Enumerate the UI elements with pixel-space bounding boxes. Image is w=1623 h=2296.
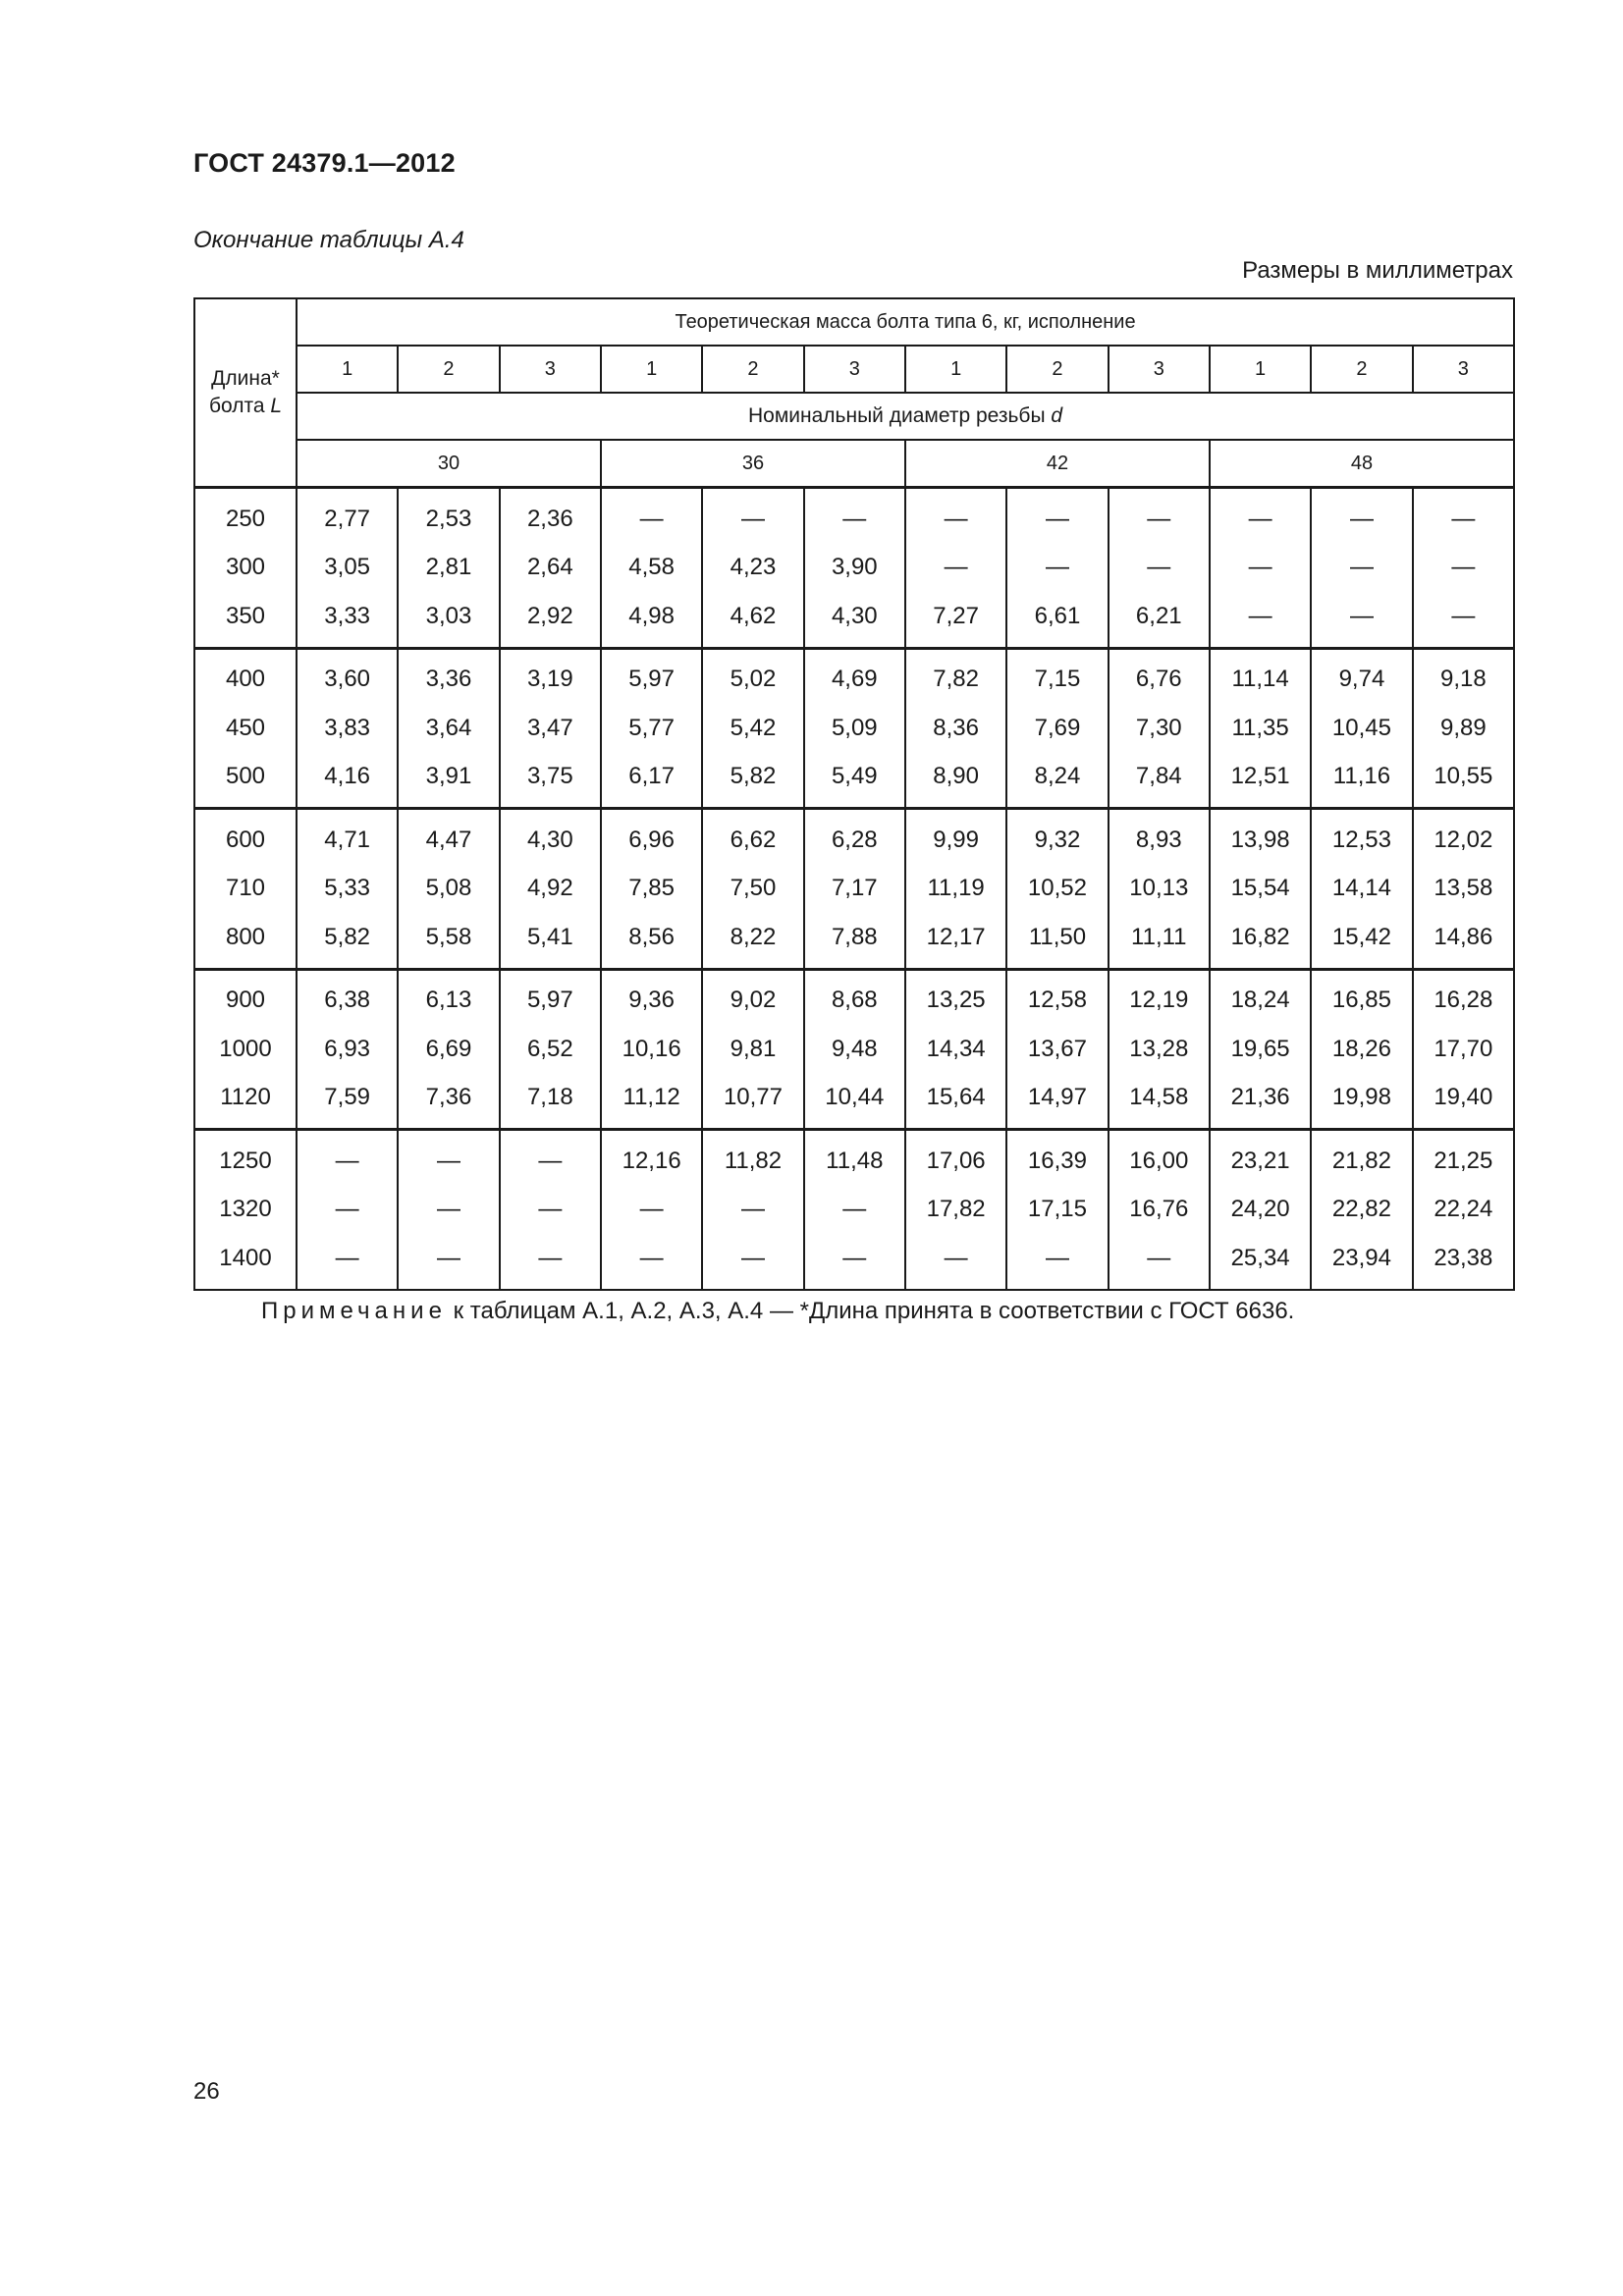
mass-cell: 7,88 <box>804 913 905 969</box>
length-cell: 400 <box>194 648 297 704</box>
mass-cell: 10,44 <box>804 1074 905 1130</box>
mass-cell: 3,64 <box>398 704 499 753</box>
mass-cell: 9,32 <box>1006 809 1108 865</box>
mass-cell: 16,00 <box>1109 1130 1210 1186</box>
mass-cell: 8,93 <box>1109 809 1210 865</box>
mass-cell: 7,59 <box>297 1074 398 1130</box>
row-group <box>194 648 1514 809</box>
mass-cell: 10,55 <box>1413 753 1514 809</box>
mass-cell: 6,62 <box>702 809 803 865</box>
mass-cell: — <box>1210 488 1311 544</box>
mass-cell: 22,24 <box>1413 1186 1514 1235</box>
mass-cell: 10,77 <box>702 1074 803 1130</box>
mass-cell: 12,53 <box>1311 809 1412 865</box>
mass-cell: 22,82 <box>1311 1186 1412 1235</box>
table-row <box>194 1234 1514 1290</box>
mass-cell: 12,19 <box>1109 969 1210 1025</box>
mass-cell: 4,23 <box>702 544 803 593</box>
mass-cell: 12,17 <box>905 913 1006 969</box>
mass-cell: 5,49 <box>804 753 905 809</box>
mass-cell: 11,12 <box>601 1074 702 1130</box>
mass-cell: — <box>1109 488 1210 544</box>
mass-cell: 11,16 <box>1311 753 1412 809</box>
length-cell: 1250 <box>194 1130 297 1186</box>
length-header-line1: Длина* <box>211 367 280 390</box>
row-group <box>194 1130 1514 1290</box>
table-row <box>194 544 1514 593</box>
mass-cell: — <box>601 1186 702 1235</box>
mass-cell: 3,91 <box>398 753 499 809</box>
mass-cell: 9,74 <box>1311 648 1412 704</box>
table-row <box>194 753 1514 809</box>
mass-cell: 6,93 <box>297 1025 398 1074</box>
mass-cell: 13,25 <box>905 969 1006 1025</box>
mass-cell: — <box>905 1234 1006 1290</box>
mass-cell: 7,27 <box>905 592 1006 648</box>
mass-cell: 14,86 <box>1413 913 1514 969</box>
mass-cell: 4,98 <box>601 592 702 648</box>
mass-cell: 4,30 <box>500 809 601 865</box>
mass-cell: — <box>1413 544 1514 593</box>
length-symbol: L <box>270 395 283 417</box>
diameter-value: 42 <box>905 440 1210 488</box>
mass-cell: — <box>1413 592 1514 648</box>
mass-cell: — <box>1311 544 1412 593</box>
length-cell: 450 <box>194 704 297 753</box>
mass-cell: 7,17 <box>804 865 905 914</box>
mass-cell: — <box>500 1130 601 1186</box>
table-row <box>194 1074 1514 1130</box>
mass-cell: 5,58 <box>398 913 499 969</box>
execution-label: 3 <box>804 346 905 393</box>
mass-cell: 18,26 <box>1311 1025 1412 1074</box>
mass-cell: 5,42 <box>702 704 803 753</box>
mass-cell: 4,58 <box>601 544 702 593</box>
mass-header: Теоретическая масса болта типа 6, кг, исполнение <box>297 298 1514 346</box>
mass-cell: 4,30 <box>804 592 905 648</box>
diameter-value: 48 <box>1210 440 1514 488</box>
mass-cell: 8,36 <box>905 704 1006 753</box>
mass-cell: 8,68 <box>804 969 905 1025</box>
document-code: ГОСТ 24379.1—2012 <box>193 148 456 178</box>
mass-cell: 9,48 <box>804 1025 905 1074</box>
mass-cell: — <box>905 544 1006 593</box>
note-text: к таблицам А.1, А.2, А.3, А.4 — *Длина принята в соответствии с ГОСТ 6636. <box>446 1298 1295 1324</box>
mass-cell: 14,58 <box>1109 1074 1210 1130</box>
mass-cell: 11,11 <box>1109 913 1210 969</box>
mass-cell: 7,84 <box>1109 753 1210 809</box>
mass-cell: 9,89 <box>1413 704 1514 753</box>
mass-cell: 3,36 <box>398 648 499 704</box>
mass-cell: — <box>702 1186 803 1235</box>
diameter-header-text: Номинальный диаметр резьбы <box>748 404 1052 427</box>
length-cell: 300 <box>194 544 297 593</box>
mass-cell: — <box>702 488 803 544</box>
units-note: Размеры в миллиметрах <box>1242 257 1513 284</box>
mass-cell: 6,17 <box>601 753 702 809</box>
mass-cell: 6,52 <box>500 1025 601 1074</box>
mass-cell: 12,16 <box>601 1130 702 1186</box>
mass-cell: 12,51 <box>1210 753 1311 809</box>
mass-cell: — <box>500 1234 601 1290</box>
diameter-symbol: d <box>1051 404 1063 427</box>
mass-cell: 2,36 <box>500 488 601 544</box>
mass-cell: 16,82 <box>1210 913 1311 969</box>
mass-cell: — <box>1311 592 1412 648</box>
mass-cell: 6,96 <box>601 809 702 865</box>
mass-cell: 2,77 <box>297 488 398 544</box>
mass-cell: 23,38 <box>1413 1234 1514 1290</box>
mass-cell: 15,42 <box>1311 913 1412 969</box>
mass-cell: 3,90 <box>804 544 905 593</box>
execution-label: 3 <box>1109 346 1210 393</box>
table-row <box>194 648 1514 704</box>
mass-cell: — <box>398 1234 499 1290</box>
execution-label: 2 <box>702 346 803 393</box>
mass-cell: — <box>1109 544 1210 593</box>
length-cell: 350 <box>194 592 297 648</box>
execution-label: 1 <box>1210 346 1311 393</box>
table-row <box>194 969 1514 1025</box>
execution-label: 1 <box>297 346 398 393</box>
table-row <box>194 1025 1514 1074</box>
mass-cell: 6,28 <box>804 809 905 865</box>
mass-cell: 3,03 <box>398 592 499 648</box>
execution-label: 1 <box>601 346 702 393</box>
mass-cell: 23,94 <box>1311 1234 1412 1290</box>
mass-cell: 8,90 <box>905 753 1006 809</box>
length-cell: 500 <box>194 753 297 809</box>
mass-cell: 15,54 <box>1210 865 1311 914</box>
mass-cell: 7,36 <box>398 1074 499 1130</box>
mass-cell: 7,69 <box>1006 704 1108 753</box>
mass-cell: 8,22 <box>702 913 803 969</box>
mass-cell: 16,85 <box>1311 969 1412 1025</box>
mass-cell: 4,69 <box>804 648 905 704</box>
mass-cell: 12,58 <box>1006 969 1108 1025</box>
mass-cell: — <box>1006 544 1108 593</box>
bolt-mass-table <box>193 297 1515 1291</box>
mass-cell: — <box>804 1186 905 1235</box>
mass-cell: 3,60 <box>297 648 398 704</box>
mass-cell: — <box>1006 1234 1108 1290</box>
row-group <box>194 488 1514 649</box>
mass-cell: 15,64 <box>905 1074 1006 1130</box>
mass-cell: 5,77 <box>601 704 702 753</box>
mass-cell: 21,36 <box>1210 1074 1311 1130</box>
length-column-header <box>194 298 297 488</box>
mass-cell: 2,53 <box>398 488 499 544</box>
mass-cell: 2,92 <box>500 592 601 648</box>
row-group <box>194 809 1514 970</box>
table-caption: Окончание таблицы А.4 <box>193 227 464 253</box>
execution-label: 2 <box>1006 346 1108 393</box>
mass-cell: 7,18 <box>500 1074 601 1130</box>
mass-cell: — <box>297 1186 398 1235</box>
mass-cell: 10,16 <box>601 1025 702 1074</box>
mass-cell: — <box>1210 592 1311 648</box>
mass-cell: — <box>500 1186 601 1235</box>
mass-cell: 19,98 <box>1311 1074 1412 1130</box>
mass-cell: — <box>1210 544 1311 593</box>
mass-cell: — <box>601 488 702 544</box>
mass-cell: 19,40 <box>1413 1074 1514 1130</box>
table-row <box>194 1130 1514 1186</box>
mass-cell: 5,82 <box>297 913 398 969</box>
mass-cell: 3,05 <box>297 544 398 593</box>
diameter-value: 30 <box>297 440 601 488</box>
mass-cell: 13,98 <box>1210 809 1311 865</box>
mass-cell: 4,71 <box>297 809 398 865</box>
mass-cell: 7,30 <box>1109 704 1210 753</box>
mass-cell: 5,41 <box>500 913 601 969</box>
mass-cell: — <box>1006 488 1108 544</box>
mass-cell: 4,62 <box>702 592 803 648</box>
mass-cell: 6,38 <box>297 969 398 1025</box>
mass-cell: 21,82 <box>1311 1130 1412 1186</box>
mass-cell: — <box>702 1234 803 1290</box>
length-cell: 1320 <box>194 1186 297 1235</box>
mass-cell: 16,39 <box>1006 1130 1108 1186</box>
length-cell: 710 <box>194 865 297 914</box>
mass-cell: 5,08 <box>398 865 499 914</box>
diameter-header <box>297 393 1514 440</box>
mass-cell: 11,19 <box>905 865 1006 914</box>
mass-cell: — <box>1109 1234 1210 1290</box>
execution-label: 3 <box>500 346 601 393</box>
mass-cell: 18,24 <box>1210 969 1311 1025</box>
table-row <box>194 913 1514 969</box>
mass-cell: — <box>1311 488 1412 544</box>
mass-cell: 5,97 <box>500 969 601 1025</box>
mass-cell: 6,61 <box>1006 592 1108 648</box>
mass-cell: 17,82 <box>905 1186 1006 1235</box>
length-cell: 800 <box>194 913 297 969</box>
mass-cell: 13,28 <box>1109 1025 1210 1074</box>
execution-row <box>194 346 1514 393</box>
mass-cell: 25,34 <box>1210 1234 1311 1290</box>
mass-cell: 5,33 <box>297 865 398 914</box>
mass-cell: — <box>905 488 1006 544</box>
mass-cell: 3,19 <box>500 648 601 704</box>
execution-label: 2 <box>398 346 499 393</box>
mass-cell: 3,75 <box>500 753 601 809</box>
length-cell: 1000 <box>194 1025 297 1074</box>
mass-cell: — <box>297 1130 398 1186</box>
mass-cell: 5,02 <box>702 648 803 704</box>
mass-cell: 2,64 <box>500 544 601 593</box>
mass-cell: 3,83 <box>297 704 398 753</box>
mass-cell: 9,81 <box>702 1025 803 1074</box>
length-cell: 900 <box>194 969 297 1025</box>
mass-cell: 4,16 <box>297 753 398 809</box>
mass-cell: 10,52 <box>1006 865 1108 914</box>
mass-cell: 5,97 <box>601 648 702 704</box>
mass-cell: 14,97 <box>1006 1074 1108 1130</box>
length-header-line2: болта <box>208 395 271 417</box>
mass-cell: 17,06 <box>905 1130 1006 1186</box>
mass-cell: 7,15 <box>1006 648 1108 704</box>
mass-cell: 9,02 <box>702 969 803 1025</box>
execution-label: 3 <box>1413 346 1514 393</box>
mass-cell: — <box>398 1130 499 1186</box>
mass-cell: 13,58 <box>1413 865 1514 914</box>
page-number: 26 <box>193 2078 220 2105</box>
mass-cell: — <box>297 1234 398 1290</box>
mass-cell: 11,82 <box>702 1130 803 1186</box>
mass-cell: — <box>1413 488 1514 544</box>
table-row <box>194 809 1514 865</box>
mass-cell: 3,47 <box>500 704 601 753</box>
mass-cell: 9,36 <box>601 969 702 1025</box>
mass-cell: 4,47 <box>398 809 499 865</box>
mass-cell: 3,33 <box>297 592 398 648</box>
table-row <box>194 1186 1514 1235</box>
mass-cell: 8,56 <box>601 913 702 969</box>
mass-cell: 11,14 <box>1210 648 1311 704</box>
table-row <box>194 704 1514 753</box>
table-row <box>194 865 1514 914</box>
mass-cell: 16,28 <box>1413 969 1514 1025</box>
length-cell: 1400 <box>194 1234 297 1290</box>
table-row <box>194 488 1514 544</box>
mass-cell: — <box>804 1234 905 1290</box>
mass-cell: 16,76 <box>1109 1186 1210 1235</box>
diameter-value: 36 <box>601 440 905 488</box>
note-label: Примечание <box>261 1298 447 1324</box>
mass-cell: 11,35 <box>1210 704 1311 753</box>
mass-cell: 7,50 <box>702 865 803 914</box>
mass-cell: 14,14 <box>1311 865 1412 914</box>
mass-cell: 13,67 <box>1006 1025 1108 1074</box>
mass-cell: 10,45 <box>1311 704 1412 753</box>
length-cell: 600 <box>194 809 297 865</box>
diameter-row <box>194 440 1514 488</box>
mass-cell: 23,21 <box>1210 1130 1311 1186</box>
mass-cell: 10,13 <box>1109 865 1210 914</box>
execution-label: 2 <box>1311 346 1412 393</box>
mass-cell: 5,09 <box>804 704 905 753</box>
mass-cell: 21,25 <box>1413 1130 1514 1186</box>
length-cell: 250 <box>194 488 297 544</box>
mass-cell: 24,20 <box>1210 1186 1311 1235</box>
mass-cell: — <box>601 1234 702 1290</box>
mass-cell: 14,34 <box>905 1025 1006 1074</box>
mass-cell: 6,13 <box>398 969 499 1025</box>
mass-cell: 9,18 <box>1413 648 1514 704</box>
mass-cell: 4,92 <box>500 865 601 914</box>
mass-cell: 6,69 <box>398 1025 499 1074</box>
mass-cell: 7,85 <box>601 865 702 914</box>
mass-cell: — <box>804 488 905 544</box>
length-cell: 1120 <box>194 1074 297 1130</box>
table-row <box>194 592 1514 648</box>
mass-cell: 19,65 <box>1210 1025 1311 1074</box>
mass-cell: 6,21 <box>1109 592 1210 648</box>
mass-cell: 11,48 <box>804 1130 905 1186</box>
mass-cell: 8,24 <box>1006 753 1108 809</box>
mass-cell: 17,15 <box>1006 1186 1108 1235</box>
execution-label: 1 <box>905 346 1006 393</box>
mass-cell: 11,50 <box>1006 913 1108 969</box>
mass-cell: 17,70 <box>1413 1025 1514 1074</box>
mass-cell: 2,81 <box>398 544 499 593</box>
mass-cell: 5,82 <box>702 753 803 809</box>
mass-cell: 7,82 <box>905 648 1006 704</box>
table-note <box>261 1298 1294 1325</box>
mass-cell: 12,02 <box>1413 809 1514 865</box>
row-group <box>194 969 1514 1130</box>
mass-cell: — <box>398 1186 499 1235</box>
mass-cell: 6,76 <box>1109 648 1210 704</box>
mass-cell: 9,99 <box>905 809 1006 865</box>
